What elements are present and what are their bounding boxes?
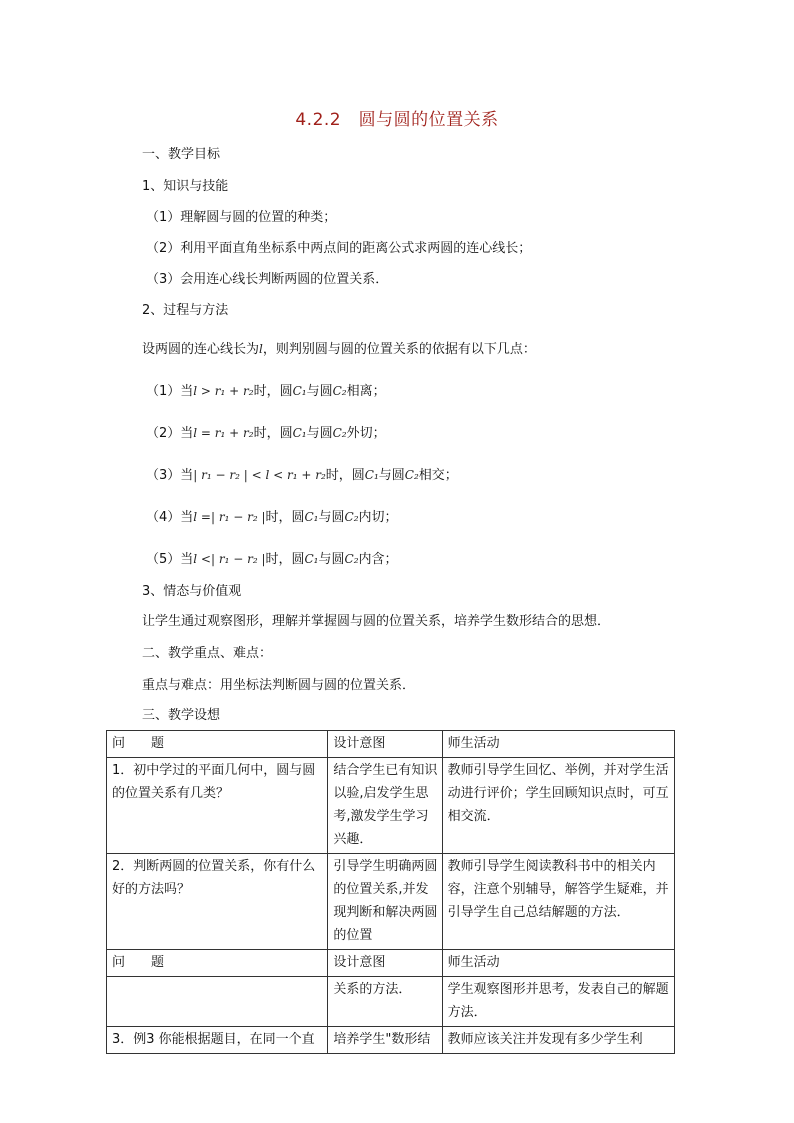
table-row xyxy=(107,1027,675,1054)
condition-text: 时，圆 xyxy=(253,426,293,441)
teaching-design-table xyxy=(106,730,675,1054)
table-cell: 3．例3 你能根据题目，在同一个直 xyxy=(107,1027,328,1054)
condition-expr: l = r₁ + r₂ xyxy=(193,426,254,440)
header-activity: 师生活动 xyxy=(442,731,674,758)
table-cell: 教师引导学生阅读教科书中的相关内容，注意个别辅导，解答学生疑难，并引导学生自己总结解题的方法． xyxy=(442,854,674,950)
section-heading-design: 三、教学设想 xyxy=(142,708,221,723)
knowledge-item-1: （1）理解圆与圆的位置的种类； xyxy=(146,210,337,225)
condition-relation: 内切； xyxy=(358,510,398,525)
circle-c1-label: C₁ xyxy=(292,384,307,398)
table-cell: 培养学生"数形结 xyxy=(328,1027,442,1054)
circle-c2-label: C₂ xyxy=(404,468,419,482)
circle-c1-label: C₁ xyxy=(292,426,307,440)
circle-c2-label: C₂ xyxy=(344,510,359,524)
condition-relation: 相交； xyxy=(418,468,458,483)
condition-3 xyxy=(146,466,458,485)
circle-c1-label: C₁ xyxy=(304,510,319,524)
subsection-knowledge: 1、知识与技能 xyxy=(142,179,229,194)
condition-text: 与圆 xyxy=(318,552,345,567)
condition-text: 与圆 xyxy=(306,426,333,441)
condition-5 xyxy=(146,550,398,569)
circle-c2-label: C₂ xyxy=(344,552,359,566)
condition-text: 与圆 xyxy=(318,510,345,525)
table-cell: 关系的方法． xyxy=(328,977,442,1027)
condition-relation: 相离； xyxy=(346,384,386,399)
knowledge-item-3: （3）会用连心线长判断两圆的位置关系． xyxy=(146,272,389,287)
condition-text: 时，圆 xyxy=(325,468,365,483)
intro-text-a: 设两圆的连心线长为 xyxy=(142,342,260,357)
condition-expr: | r₁ − r₂ | < l < r₁ + r₂ xyxy=(193,468,326,482)
table-cell: 引导学生明确两圆的位置关系,并发现判断和解决两圆的位置 xyxy=(328,854,442,950)
intro-text-b: ，则判别圆与圆的位置关系的依据有以下几点： xyxy=(262,342,536,357)
condition-relation: 外切； xyxy=(346,426,386,441)
circle-c1-label: C₁ xyxy=(364,468,379,482)
subsection-process: 2、过程与方法 xyxy=(142,303,229,318)
table-row xyxy=(107,758,675,854)
table-row xyxy=(107,950,675,977)
table-cell xyxy=(107,977,328,1027)
circle-c1-label: C₁ xyxy=(304,552,319,566)
condition-4 xyxy=(146,508,398,527)
table-cell: 问 题 xyxy=(107,950,328,977)
page-title: 4.2.2 圆与圆的位置关系 xyxy=(295,110,499,130)
knowledge-item-2: （2）利用平面直角坐标系中两点间的距离公式求两圆的连心线长； xyxy=(146,241,532,256)
condition-text: 与圆 xyxy=(378,468,405,483)
intro-variable: l xyxy=(259,342,263,356)
condition-text: 时，圆 xyxy=(265,510,305,525)
condition-expr: l <| r₁ − r₂ | xyxy=(193,552,266,566)
condition-2 xyxy=(146,424,386,443)
condition-1 xyxy=(146,382,386,401)
table-row xyxy=(107,977,675,1027)
condition-num: （4）当 xyxy=(146,510,194,525)
table-cell: 教师引导学生回忆、举例，并对学生活动进行评价；学生回顾知识点时，可互相交流． xyxy=(442,758,674,854)
table-cell: 学生观察图形并思考，发表自己的解题方法． xyxy=(442,977,674,1027)
condition-num: （5）当 xyxy=(146,552,194,567)
table-header-row xyxy=(107,731,675,758)
table-cell: 1．初中学过的平面几何中，圆与圆的位置关系有几类？ xyxy=(107,758,328,854)
condition-text: 时，圆 xyxy=(265,552,305,567)
condition-expr: l =| r₁ − r₂ | xyxy=(193,510,266,524)
table-cell: 师生活动 xyxy=(442,950,674,977)
circle-c2-label: C₂ xyxy=(332,384,347,398)
condition-relation: 内含； xyxy=(358,552,398,567)
section-heading-objectives: 一、教学目标 xyxy=(142,147,221,162)
table-row xyxy=(107,854,675,950)
table-cell: 教师应该关注并发现有多少学生利 xyxy=(442,1027,674,1054)
keypoints-paragraph: 重点与难点：用坐标法判断圆与圆的位置关系． xyxy=(142,678,416,693)
table-cell: 结合学生已有知识以验,启发学生思考,激发学生学习兴趣． xyxy=(328,758,442,854)
values-paragraph: 让学生通过观察图形，理解并掌握圆与圆的位置关系，培养学生数形结合的思想． xyxy=(142,614,611,629)
table-cell: 2．判断两圆的位置关系，你有什么好的方法吗？ xyxy=(107,854,328,950)
condition-num: （1）当 xyxy=(146,384,194,399)
header-intent: 设计意图 xyxy=(328,731,442,758)
subsection-values: 3、情态与价值观 xyxy=(142,584,242,599)
condition-text: 与圆 xyxy=(306,384,333,399)
condition-num: （2）当 xyxy=(146,426,194,441)
condition-text: 时，圆 xyxy=(253,384,293,399)
section-heading-keypoints: 二、教学重点、难点： xyxy=(142,646,273,661)
condition-expr: l > r₁ + r₂ xyxy=(193,384,254,398)
circle-c2-label: C₂ xyxy=(332,426,347,440)
intro-paragraph xyxy=(142,340,536,359)
condition-num: （3）当 xyxy=(146,468,194,483)
header-question: 问 题 xyxy=(107,731,328,758)
table-cell: 设计意图 xyxy=(328,950,442,977)
